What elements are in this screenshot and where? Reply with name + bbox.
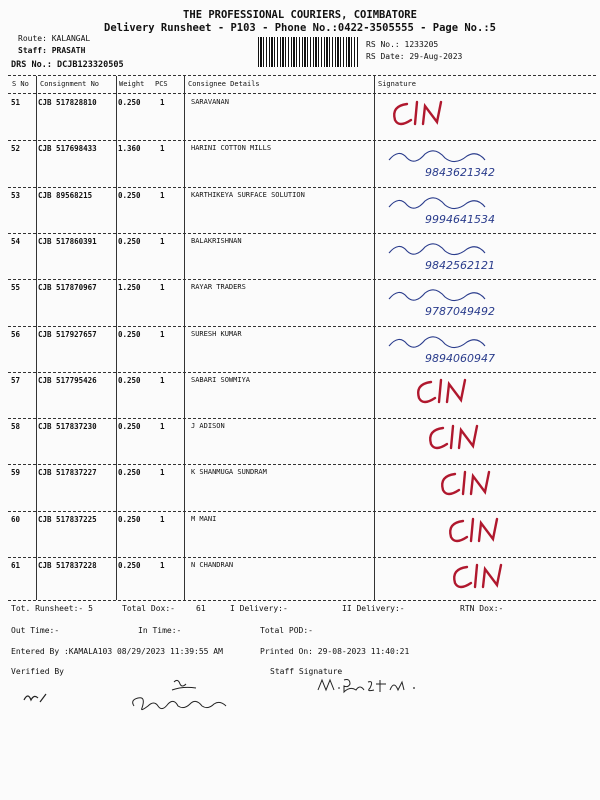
verified-by-label: Verified By <box>11 667 64 676</box>
total-dox-label: Total Dox:- <box>122 604 175 613</box>
row-divider <box>8 187 596 188</box>
in-time: In Time:- <box>138 626 182 635</box>
row-consignee: KARTHIKEYA SURFACE SOLUTION <box>191 190 305 199</box>
row-sno: 57 <box>11 375 21 385</box>
row-signature <box>385 374 585 416</box>
row-sno: 51 <box>11 98 21 107</box>
row-consignment-no: CJB 517837230 <box>38 422 97 432</box>
company-title: THE PROFESSIONAL COURIERS, COIMBATORE <box>183 9 417 21</box>
row-sno: 60 <box>11 514 21 524</box>
row-divider <box>8 511 596 512</box>
row-consignment-no: CJB 517698433 <box>38 144 97 154</box>
row-sno: 53 <box>11 190 21 200</box>
ii-delivery: II Delivery:- <box>342 604 405 613</box>
row-sno: 58 <box>11 422 21 432</box>
staff-signature-label: Staff Signature <box>270 667 343 676</box>
row-signature-phone: 9994641534 <box>425 212 495 226</box>
row-divider <box>8 557 596 558</box>
row-consignment-no: CJB 517828810 <box>38 98 97 107</box>
row-signature <box>385 328 585 370</box>
row-consignment-no: CJB 517870967 <box>38 283 97 293</box>
row-consignee: J ADISON <box>191 422 225 431</box>
row-weight: 0.250 <box>118 236 141 246</box>
entered-by: Entered By :KAMALA103 08/29/2023 11:39:55 AM <box>11 647 223 656</box>
row-consignee: HARINI COTTON MILLS <box>191 144 272 153</box>
col-divider <box>116 76 117 600</box>
col-header-signature: Signature <box>378 80 416 88</box>
verifier-signature <box>128 676 238 716</box>
row-weight: 0.250 <box>118 468 141 478</box>
row-divider <box>8 279 596 280</box>
row-pcs: 1 <box>160 422 165 432</box>
row-pcs: 1 <box>160 283 165 293</box>
row-divider <box>8 140 596 141</box>
out-time: Out Time:- <box>11 626 60 635</box>
row-divider <box>8 233 596 234</box>
row-pcs: 1 <box>160 190 165 200</box>
row-consignee: BALAKRISHNAN <box>191 236 242 245</box>
drs-number: DRS No.: DCJB123320505 <box>11 60 124 70</box>
row-divider <box>8 372 596 373</box>
row-signature <box>385 420 585 462</box>
row-consignee: RAYAR TRADERS <box>191 283 246 292</box>
row-consignment-no: CJB 89568215 <box>38 190 93 200</box>
row-pcs: 1 <box>160 329 165 339</box>
row-consignment-no: CJB 517837228 <box>38 561 97 570</box>
row-weight: 1.360 <box>118 144 141 154</box>
col-header-consignee: Consignee Details <box>188 80 260 88</box>
row-weight: 0.250 <box>118 329 141 339</box>
row-consignee: N CHANDRAN <box>191 561 234 569</box>
verifier-initial-signature <box>22 688 52 706</box>
row-sno: 55 <box>11 283 21 293</box>
row-sno: 61 <box>11 561 21 570</box>
row-signature <box>385 513 585 555</box>
printed-on: Printed On: 29-08-2023 11:40:21 <box>260 647 410 656</box>
row-signature-phone: 9843621342 <box>425 166 495 180</box>
row-divider <box>8 464 596 465</box>
row-divider <box>8 418 596 419</box>
total-pod: Total POD:- <box>260 626 313 635</box>
row-consignment-no: CJB 517860391 <box>38 236 97 246</box>
row-consignee: SURESH KUMAR <box>191 329 242 338</box>
row-pcs: 1 <box>160 236 165 246</box>
col-divider <box>184 76 185 600</box>
row-signature <box>385 96 585 138</box>
row-weight: 0.250 <box>118 514 141 524</box>
col-header-consignment: Consignment No <box>40 80 100 88</box>
barcode <box>258 37 358 67</box>
row-signature-phone: 9787049492 <box>425 305 495 319</box>
row-signature-phone: 9894060947 <box>425 351 495 365</box>
i-delivery: I Delivery:- <box>230 604 288 613</box>
row-consignment-no: CJB 517837225 <box>38 514 97 524</box>
rtn-dox: RTN Dox:- <box>460 604 504 613</box>
row-sno: 56 <box>11 329 21 339</box>
staff-signature <box>314 676 424 698</box>
staff-label: Staff: PRASATH <box>18 46 86 55</box>
row-signature <box>385 235 585 277</box>
row-signature <box>385 189 585 231</box>
col-header-pcs: PCS <box>155 80 168 88</box>
total-dox-value: 61 <box>196 604 206 613</box>
row-consignee: K SHANMUGA SUNDRAM <box>191 468 267 477</box>
row-pcs: 1 <box>160 98 165 107</box>
col-divider <box>36 76 37 600</box>
row-signature <box>385 281 585 323</box>
row-consignment-no: CJB 517795426 <box>38 375 97 385</box>
row-sno: 59 <box>11 468 21 478</box>
row-sno: 54 <box>11 236 21 246</box>
row-signature <box>385 466 585 508</box>
rs-number: RS No.: 1233205 <box>366 40 439 49</box>
rs-date: RS Date: 29-Aug-2023 <box>366 52 463 61</box>
row-pcs: 1 <box>160 375 165 385</box>
row-consignee: M MANI <box>191 514 217 523</box>
row-sno: 52 <box>11 144 21 154</box>
row-signature <box>385 142 585 184</box>
row-divider <box>8 326 596 327</box>
runsheet-title: Delivery Runsheet - P103 - Phone No.:0422-3505555 - Page No.:5 <box>104 22 496 34</box>
row-weight: 1.250 <box>118 283 141 293</box>
row-weight: 0.250 <box>118 190 141 200</box>
row-pcs: 1 <box>160 514 165 524</box>
col-header-sno: S No <box>12 80 29 88</box>
row-weight: 0.250 <box>118 561 141 570</box>
row-signature <box>385 559 585 601</box>
row-weight: 0.250 <box>118 422 141 432</box>
row-signature-phone: 9842562121 <box>425 258 495 272</box>
row-consignee: SABARI SOWMIYA <box>191 375 251 384</box>
row-consignee: SARAVANAN <box>191 98 229 106</box>
row-consignment-no: CJB 517837227 <box>38 468 97 478</box>
col-header-weight: Weight <box>119 80 145 88</box>
row-weight: 0.250 <box>118 375 141 385</box>
total-runsheet: Tot. Runsheet:- 5 <box>11 604 93 613</box>
header-top-rule <box>8 75 596 76</box>
route-label: Route: KALANGAL <box>18 34 91 43</box>
row-pcs: 1 <box>160 144 165 154</box>
row-pcs: 1 <box>160 561 165 570</box>
row-pcs: 1 <box>160 468 165 478</box>
table-bottom-rule <box>8 600 596 601</box>
row-consignment-no: CJB 517927657 <box>38 329 97 339</box>
col-divider <box>374 76 375 600</box>
row-weight: 0.250 <box>118 98 141 107</box>
header-bottom-rule <box>8 93 596 94</box>
